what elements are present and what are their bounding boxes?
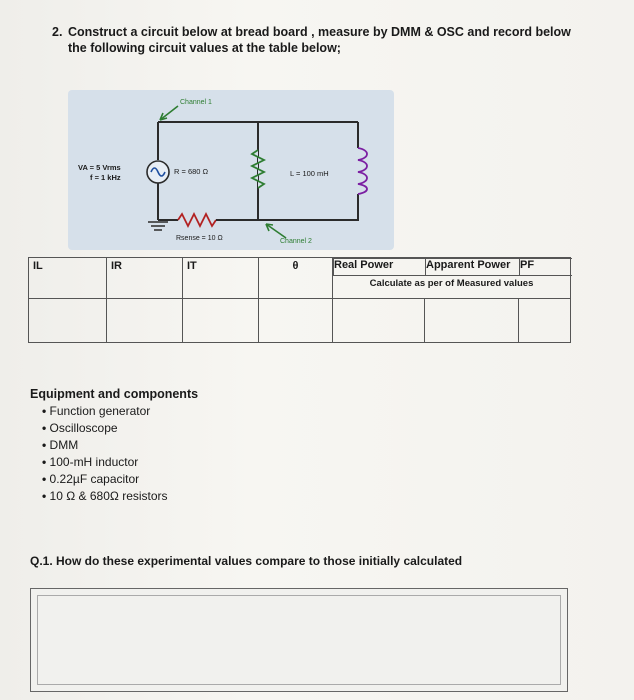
source-voltage-label: VA = 5 Vrms: [78, 163, 121, 172]
cell-ir[interactable]: [107, 299, 183, 343]
header-real-power: Real Power: [334, 259, 426, 276]
header-il: IL: [29, 258, 107, 299]
question-text-part1: Construct a circuit: [68, 25, 182, 39]
header-apparent-power: Apparent Power: [426, 259, 520, 276]
header-it: IT: [183, 258, 259, 299]
question-text-line2: the following circuit values at the table below;: [68, 41, 341, 55]
inductor-label: L = 100 mH: [290, 169, 329, 178]
question-2: [52, 24, 572, 56]
circuit-diagram: [68, 90, 394, 250]
equipment-section: [30, 386, 198, 505]
table-header-row: [29, 258, 571, 299]
ground-icon: [148, 222, 168, 230]
header-theta: θ: [259, 258, 333, 299]
q1-text: Q.1. How do these experimental values compare to those initially calculated: [30, 554, 463, 568]
cell-theta[interactable]: [259, 299, 333, 343]
cell-il[interactable]: [29, 299, 107, 343]
list-item: • DMM: [52, 437, 198, 454]
question-text-bold: below: [181, 25, 218, 39]
inductor-bottom-wire: [258, 194, 358, 220]
header-pf: PF: [520, 259, 572, 276]
list-item: • 10 Ω & 680Ω resistors: [52, 488, 198, 505]
answer-inner-frame: [37, 595, 561, 685]
equipment-title: Equipment and components: [30, 387, 199, 401]
cell-pf[interactable]: [519, 299, 571, 343]
source-freq-label: f = 1 kHz: [90, 173, 121, 182]
list-item: • 100-mH inductor: [52, 454, 198, 471]
sense-resistor-label: Rsense = 10 Ω: [176, 235, 223, 242]
circuit-svg: [68, 90, 394, 250]
resistor-label: R = 680 Ω: [174, 167, 209, 176]
question-number: 2.: [52, 25, 63, 39]
answer-box[interactable]: [30, 588, 568, 692]
measurement-table: [28, 257, 571, 343]
list-item: • Function generator: [52, 403, 198, 420]
equipment-list: [30, 403, 198, 505]
cell-it[interactable]: [183, 299, 259, 343]
resistor-r-icon: [252, 150, 264, 188]
channel2-label: Channel 2: [280, 238, 312, 245]
channel1-label: Channel 1: [180, 99, 212, 106]
header-ir: IR: [107, 258, 183, 299]
sense-resistor-icon: [178, 214, 216, 226]
calc-note: Calculate as per of Measured values: [369, 278, 534, 289]
inductor-icon: [358, 148, 367, 194]
power-header-group: [333, 258, 571, 299]
cell-real-power[interactable]: [333, 299, 425, 343]
cell-apparent-power[interactable]: [425, 299, 519, 343]
table-row: [29, 299, 571, 343]
question-text-part2: at bread board , measure by DMM & OSC and record below: [217, 25, 571, 39]
list-item: • Oscilloscope: [52, 420, 198, 437]
list-item: • 0.22µF capacitor: [52, 471, 198, 488]
